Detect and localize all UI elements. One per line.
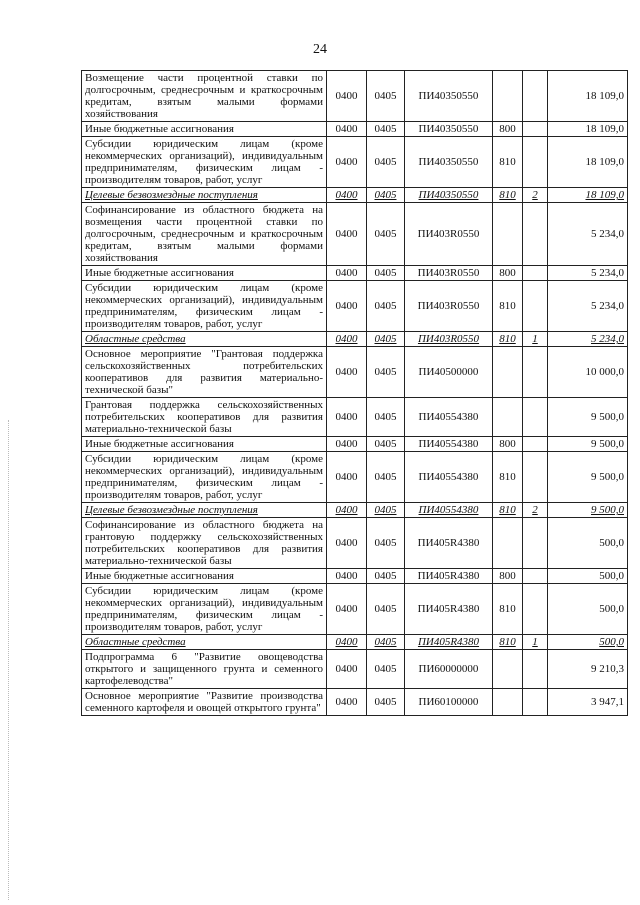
cell-expense-type: 810 [493, 137, 523, 188]
table-body [82, 71, 628, 716]
cell-target-article: ПИ403R0550 [405, 281, 493, 332]
cell-name: Целевые безвозмездные поступления [82, 503, 327, 518]
cell-expense-type: 800 [493, 569, 523, 584]
cell-source: 2 [523, 188, 548, 203]
cell-target-article: ПИ40350550 [405, 122, 493, 137]
cell-section: 0405 [367, 332, 405, 347]
cell-name: Иные бюджетные ассигнования [82, 569, 327, 584]
cell-name: Субсидии юридическим лицам (кроме некоммерческих организаций), индивидуальным предпринимателям, физическим лицам - производителям товаров, работ, услуг [82, 584, 327, 635]
cell-amount: 9 500,0 [548, 437, 628, 452]
cell-ved: 0400 [327, 452, 367, 503]
cell-target-article: ПИ403R0550 [405, 332, 493, 347]
cell-source [523, 71, 548, 122]
cell-expense-type: 810 [493, 635, 523, 650]
cell-name: Грантовая поддержка сельскохозяйственных потребительских кооперативов для развития материально-технической базы [82, 398, 327, 437]
cell-name: Иные бюджетные ассигнования [82, 266, 327, 281]
cell-target-article: ПИ40554380 [405, 452, 493, 503]
cell-target-article: ПИ60100000 [405, 689, 493, 716]
cell-expense-type [493, 689, 523, 716]
cell-expense-type: 810 [493, 452, 523, 503]
cell-amount: 18 109,0 [548, 122, 628, 137]
cell-section: 0405 [367, 347, 405, 398]
cell-ved: 0400 [327, 203, 367, 266]
cell-source [523, 137, 548, 188]
cell-source [523, 398, 548, 437]
table-row [82, 266, 628, 281]
cell-name: Областные средства [82, 635, 327, 650]
cell-section: 0405 [367, 689, 405, 716]
cell-target-article: ПИ405R4380 [405, 635, 493, 650]
cell-section: 0405 [367, 650, 405, 689]
cell-expense-type [493, 518, 523, 569]
table-row [82, 569, 628, 584]
cell-target-article: ПИ40350550 [405, 71, 493, 122]
cell-source [523, 518, 548, 569]
cell-target-article: ПИ40554380 [405, 437, 493, 452]
cell-expense-type [493, 398, 523, 437]
cell-target-article: ПИ40350550 [405, 137, 493, 188]
cell-source [523, 569, 548, 584]
table-row [82, 281, 628, 332]
cell-amount: 5 234,0 [548, 203, 628, 266]
cell-source [523, 347, 548, 398]
cell-ved: 0400 [327, 650, 367, 689]
cell-ved: 0400 [327, 122, 367, 137]
cell-source [523, 437, 548, 452]
cell-target-article: ПИ405R4380 [405, 584, 493, 635]
cell-name: Возмещение части процентной ставки по долгосрочным, среднесрочным и краткосрочным кредитам, взятым малыми формами хозяйствования [82, 71, 327, 122]
cell-name: Субсидии юридическим лицам (кроме некоммерческих организаций), индивидуальным предпринимателям, физическим лицам - производителям товаров, работ, услуг [82, 281, 327, 332]
cell-expense-type: 810 [493, 503, 523, 518]
table-row [82, 137, 628, 188]
cell-ved: 0400 [327, 71, 367, 122]
cell-expense-type [493, 650, 523, 689]
table-row [82, 71, 628, 122]
cell-name: Целевые безвозмездные поступления [82, 188, 327, 203]
cell-ved: 0400 [327, 188, 367, 203]
table-row [82, 689, 628, 716]
cell-amount: 5 234,0 [548, 281, 628, 332]
cell-section: 0405 [367, 398, 405, 437]
cell-ved: 0400 [327, 635, 367, 650]
cell-section: 0405 [367, 203, 405, 266]
cell-target-article: ПИ405R4380 [405, 518, 493, 569]
cell-amount: 500,0 [548, 635, 628, 650]
cell-name: Субсидии юридическим лицам (кроме некоммерческих организаций), индивидуальным предпринимателям, физическим лицам - производителям товаров, работ, услуг [82, 452, 327, 503]
cell-source: 1 [523, 332, 548, 347]
cell-ved: 0400 [327, 398, 367, 437]
table-row [82, 635, 628, 650]
cell-ved: 0400 [327, 569, 367, 584]
cell-section: 0405 [367, 569, 405, 584]
cell-ved: 0400 [327, 584, 367, 635]
cell-ved: 0400 [327, 503, 367, 518]
page-number: 24 [313, 42, 327, 57]
cell-amount: 10 000,0 [548, 347, 628, 398]
table-row [82, 650, 628, 689]
cell-section: 0405 [367, 584, 405, 635]
cell-section: 0405 [367, 122, 405, 137]
cell-amount: 9 500,0 [548, 452, 628, 503]
cell-expense-type [493, 347, 523, 398]
cell-source [523, 452, 548, 503]
cell-expense-type: 800 [493, 122, 523, 137]
cell-name: Субсидии юридическим лицам (кроме некоммерческих организаций), индивидуальным предпринимателям, физическим лицам - производителям товаров, работ, услуг [82, 137, 327, 188]
cell-target-article: ПИ40350550 [405, 188, 493, 203]
cell-ved: 0400 [327, 266, 367, 281]
cell-source [523, 689, 548, 716]
cell-target-article: ПИ60000000 [405, 650, 493, 689]
cell-source [523, 584, 548, 635]
cell-expense-type [493, 203, 523, 266]
cell-section: 0405 [367, 266, 405, 281]
cell-name: Софинансирование из областного бюджета на грантовую поддержку сельскохозяйственных потребительских кооперативов для развития материально-технической базы [82, 518, 327, 569]
cell-amount: 5 234,0 [548, 332, 628, 347]
cell-source: 1 [523, 635, 548, 650]
table-row [82, 188, 628, 203]
cell-ved: 0400 [327, 437, 367, 452]
cell-name: Основное мероприятие "Грантовая поддержка сельскохозяйственных потребительских кооперативов для развития материально-технической базы" [82, 347, 327, 398]
cell-section: 0405 [367, 503, 405, 518]
cell-amount: 5 234,0 [548, 266, 628, 281]
cell-target-article: ПИ40500000 [405, 347, 493, 398]
table-row [82, 452, 628, 503]
cell-ved: 0400 [327, 332, 367, 347]
cell-ved: 0400 [327, 347, 367, 398]
cell-amount: 18 109,0 [548, 137, 628, 188]
table-row [82, 332, 628, 347]
cell-expense-type: 800 [493, 437, 523, 452]
cell-source [523, 650, 548, 689]
cell-name: Софинансирование из областного бюджета на возмещения части процентной ставки по долгосрочным, среднесрочным и краткосрочным кредитам, взятым малыми формами хозяйствования [82, 203, 327, 266]
cell-ved: 0400 [327, 137, 367, 188]
cell-amount: 9 500,0 [548, 398, 628, 437]
cell-name: Подпрограмма 6 "Развитие овощеводства открытого и защищенного грунта и семенного картофелеводства" [82, 650, 327, 689]
cell-source [523, 122, 548, 137]
cell-name: Иные бюджетные ассигнования [82, 122, 327, 137]
table-row [82, 503, 628, 518]
cell-expense-type: 810 [493, 281, 523, 332]
cell-section: 0405 [367, 71, 405, 122]
table-row [82, 347, 628, 398]
cell-expense-type: 810 [493, 584, 523, 635]
cell-section: 0405 [367, 635, 405, 650]
cell-section: 0405 [367, 137, 405, 188]
cell-ved: 0400 [327, 689, 367, 716]
cell-ved: 0400 [327, 518, 367, 569]
table-row [82, 584, 628, 635]
cell-source [523, 203, 548, 266]
cell-amount: 500,0 [548, 569, 628, 584]
cell-name: Областные средства [82, 332, 327, 347]
cell-target-article: ПИ403R0550 [405, 203, 493, 266]
cell-source: 2 [523, 503, 548, 518]
cell-target-article: ПИ40554380 [405, 503, 493, 518]
cell-source [523, 266, 548, 281]
cell-name: Основное мероприятие "Развитие производства семенного картофеля и овощей открытого грунта" [82, 689, 327, 716]
cell-target-article: ПИ403R0550 [405, 266, 493, 281]
cell-section: 0405 [367, 188, 405, 203]
cell-amount: 18 109,0 [548, 188, 628, 203]
cell-section: 0405 [367, 518, 405, 569]
cell-target-article: ПИ40554380 [405, 398, 493, 437]
cell-section: 0405 [367, 452, 405, 503]
table-row [82, 518, 628, 569]
table-row [82, 203, 628, 266]
cell-amount: 18 109,0 [548, 71, 628, 122]
cell-amount: 500,0 [548, 518, 628, 569]
cell-section: 0405 [367, 281, 405, 332]
table-row [82, 437, 628, 452]
cell-amount: 500,0 [548, 584, 628, 635]
cell-expense-type [493, 71, 523, 122]
cell-expense-type: 810 [493, 332, 523, 347]
table-row [82, 122, 628, 137]
cell-amount: 9 210,3 [548, 650, 628, 689]
cell-name: Иные бюджетные ассигнования [82, 437, 327, 452]
cell-ved: 0400 [327, 281, 367, 332]
cell-expense-type: 810 [493, 188, 523, 203]
cell-source [523, 281, 548, 332]
cell-amount: 3 947,1 [548, 689, 628, 716]
cell-expense-type: 800 [493, 266, 523, 281]
margin-scan-mark [8, 420, 10, 900]
table-row [82, 398, 628, 437]
cell-section: 0405 [367, 437, 405, 452]
budget-table [81, 70, 628, 716]
cell-target-article: ПИ405R4380 [405, 569, 493, 584]
cell-amount: 9 500,0 [548, 503, 628, 518]
